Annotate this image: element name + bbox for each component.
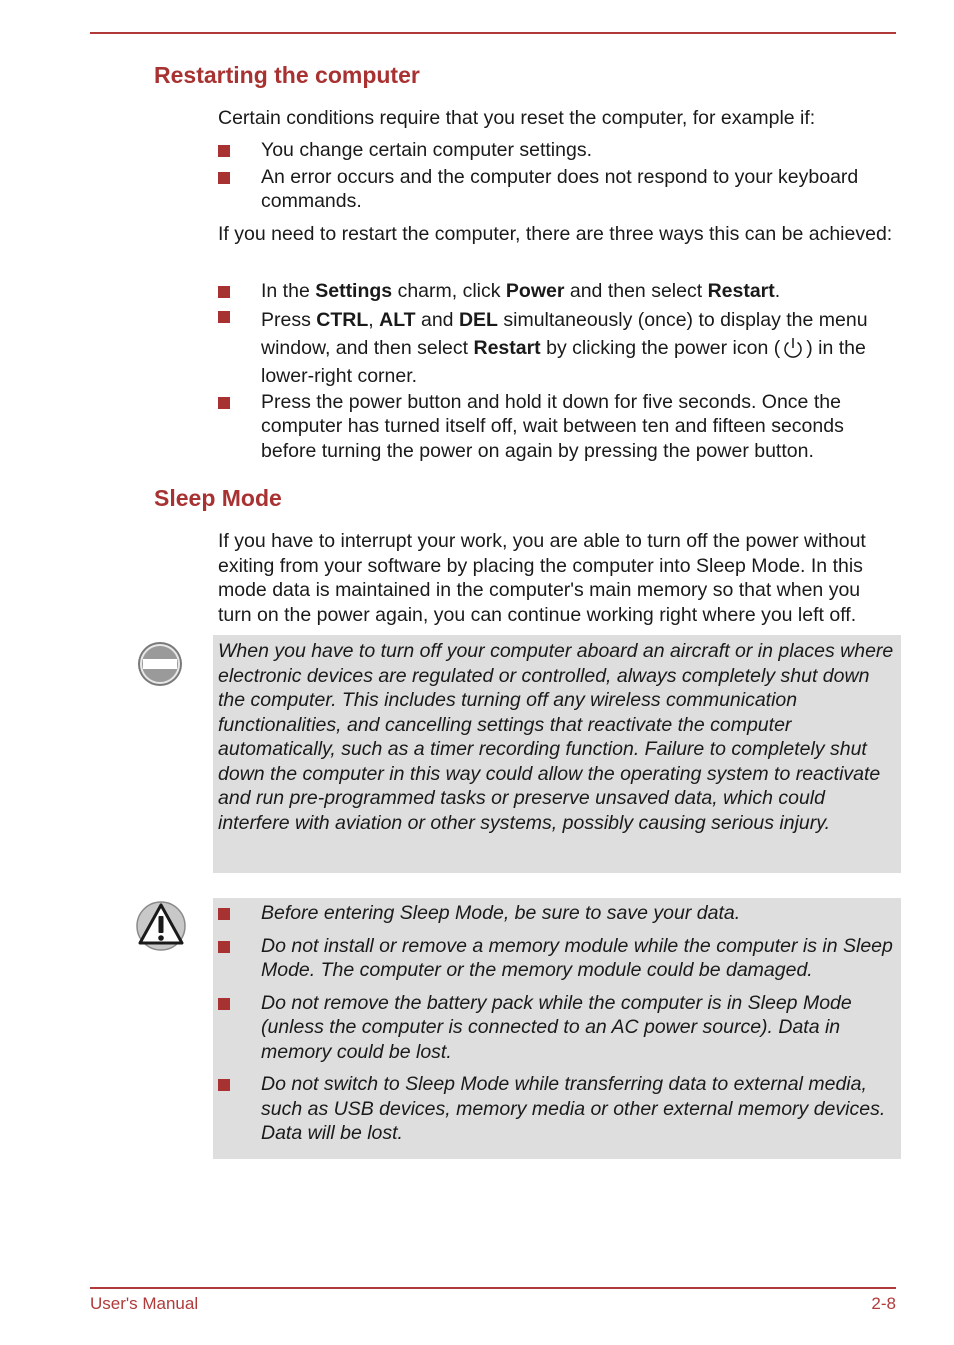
footer-manual-title: User's Manual xyxy=(90,1294,199,1313)
list-item: You change certain computer settings. xyxy=(218,138,898,163)
sleep-cautions-list xyxy=(218,901,898,1146)
bullet-icon xyxy=(218,998,230,1010)
warning-icon xyxy=(136,900,186,952)
list-item: Press CTRL, ALT and DEL simultaneously (once) to display the menu window, and then select Restart by clicking the power icon ( ) in the lower-right corner. xyxy=(218,306,898,390)
list-item: An error occurs and the computer does not respond to your keyboard commands. xyxy=(218,165,898,214)
restart-conditions-list xyxy=(218,138,898,214)
list-item: In the Settings charm, click Power and then select Restart. xyxy=(218,279,898,304)
bullet-icon xyxy=(218,145,230,157)
list-item: Press the power button and hold it down for five seconds. Once the computer has turned itself off, wait between ten and fifteen seconds before turning the power on again by pressing the power button. xyxy=(218,390,898,464)
prohibition-icon xyxy=(137,641,183,687)
section-title-sleep-mode: Sleep Mode xyxy=(154,485,282,511)
bullet-icon xyxy=(218,286,230,298)
bullet-icon xyxy=(218,311,230,323)
bullet-icon xyxy=(218,397,230,409)
list-item: Do not switch to Sleep Mode while transferring data to external media, such as USB devices, memory media or other external memory devices. Data will be lost. xyxy=(218,1072,898,1146)
power-icon xyxy=(782,336,804,360)
list-item: Do not install or remove a memory module while the computer is in Sleep Mode. The computer or the memory module could be damaged. xyxy=(218,934,898,983)
bullet-icon xyxy=(218,172,230,184)
sleep-mode-body: If you have to interrupt your work, you are able to turn off the power without exiting from your software by placing the computer into Sleep Mode. In this mode data is maintained in the computer's main memory so that when you turn on the power again, you can continue working right where you left off. xyxy=(218,530,866,626)
list-item: Do not remove the battery pack while the computer is in Sleep Mode (unless the computer is connected to an AC power source). Data in memory could be lost. xyxy=(218,991,898,1065)
bullet-icon xyxy=(218,908,230,920)
restart-ways-list xyxy=(218,279,898,463)
header-rule xyxy=(90,32,896,34)
bullet-icon xyxy=(218,941,230,953)
restart-intro: Certain conditions require that you reset the computer, for example if: xyxy=(218,107,816,129)
footer-rule xyxy=(90,1287,896,1289)
list-item: Before entering Sleep Mode, be sure to save your data. xyxy=(218,901,898,926)
aircraft-note: When you have to turn off your computer aboard an aircraft or in places where electronic devices are regulated or controlled, always completely shut down the computer. This includes turning off any wireless communication functionalities, and cancelling settings that reactivate the computer automatically, such as a timer recording function. Failure to completely shut down the computer in this way could allow the operating system to reactivate and run pre-programmed tasks or preserve unsaved data, which could interfere with aviation or other systems, possibly causing serious injury. xyxy=(218,640,894,834)
bullet-icon xyxy=(218,1079,230,1091)
restart-ways-intro: If you need to restart the computer, there are three ways this can be achieved: xyxy=(218,223,893,245)
page-number: 2-8 xyxy=(871,1294,896,1313)
section-title-restarting: Restarting the computer xyxy=(154,62,420,88)
